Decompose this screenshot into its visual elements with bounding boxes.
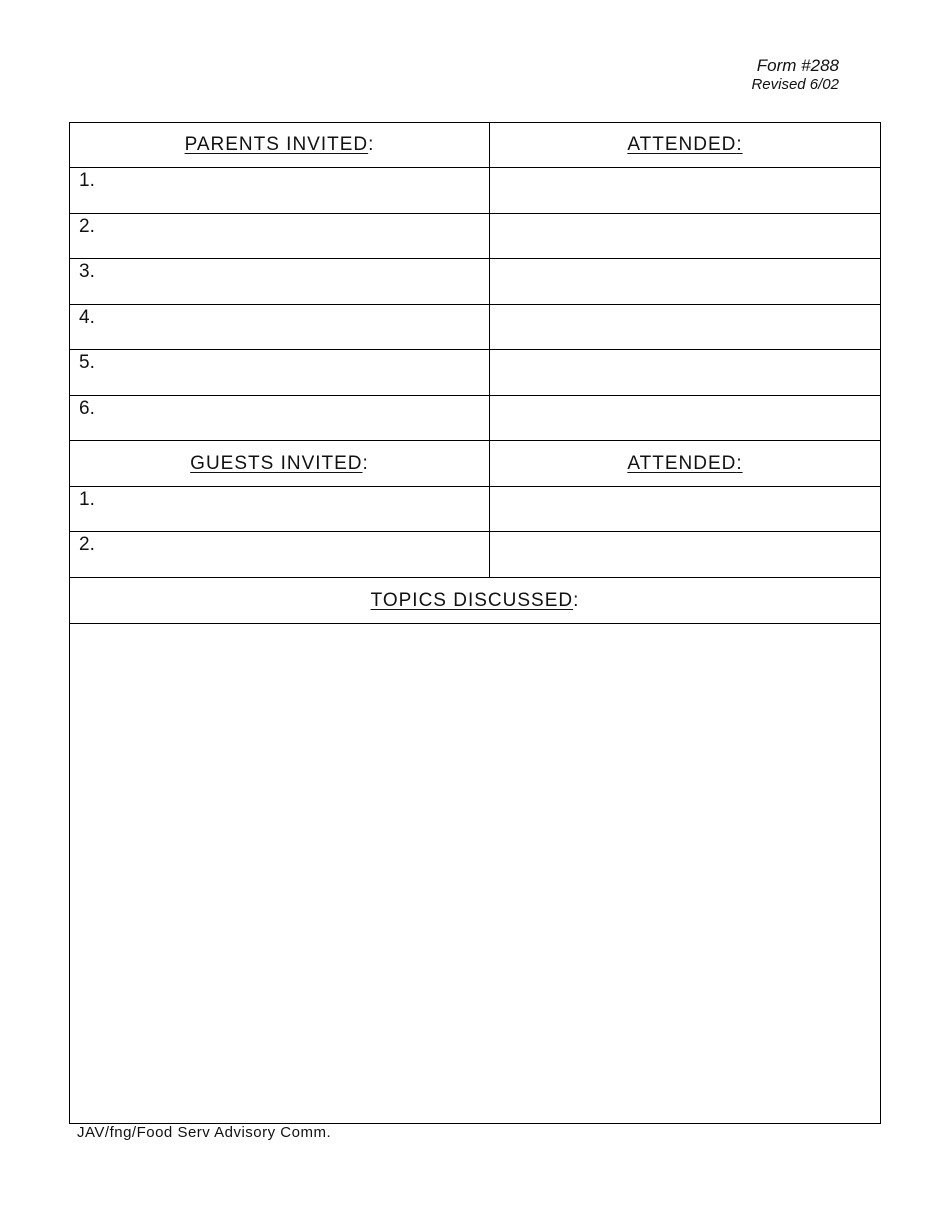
parent-name-field[interactable]: 1. <box>70 168 490 213</box>
guests-invited-header: GUESTS INVITED : <box>70 441 490 486</box>
parents-attended-header: ATTENDED : <box>627 134 743 155</box>
parent-row <box>70 305 880 350</box>
guest-row <box>70 532 880 578</box>
parent-name-field[interactable]: 4. <box>70 305 490 349</box>
parent-row <box>70 396 880 441</box>
parents-header-row <box>70 123 880 168</box>
parent-attended-field[interactable] <box>490 168 880 213</box>
guest-row <box>70 487 880 532</box>
parent-name-field[interactable]: 2. <box>70 214 490 258</box>
parent-row <box>70 350 880 396</box>
parents-invited-header: PARENTS INVITED : <box>70 123 490 167</box>
parent-row <box>70 214 880 259</box>
topics-discussed-area[interactable] <box>70 624 880 1123</box>
footer-reference: JAV/fng/Food Serv Advisory Comm. <box>77 1124 332 1141</box>
parent-name-field[interactable]: 3. <box>70 259 490 304</box>
revision-date: Revised 6/02 <box>751 75 839 93</box>
parent-name-field[interactable]: 5. <box>70 350 490 395</box>
parent-attended-field[interactable] <box>490 259 880 304</box>
guests-attended-header: ATTENDED : <box>627 452 743 474</box>
parent-attended-field[interactable] <box>490 350 880 395</box>
guest-name-field[interactable]: 2. <box>70 532 490 577</box>
parent-name-field[interactable]: 6. <box>70 396 490 440</box>
guests-header-row <box>70 441 880 487</box>
guest-name-field[interactable]: 1. <box>70 487 490 531</box>
parent-row <box>70 259 880 305</box>
parent-row <box>70 168 880 214</box>
topics-header-row <box>70 578 880 624</box>
form-number: Form #288 <box>756 56 839 75</box>
topics-discussed-header: TOPICS DISCUSSED : <box>370 589 580 611</box>
guest-attended-field[interactable] <box>490 532 880 577</box>
attendance-form-table <box>69 122 881 1124</box>
parent-attended-field[interactable] <box>490 214 880 258</box>
form-identifier <box>751 56 839 93</box>
guest-attended-field[interactable] <box>490 487 880 531</box>
parent-attended-field[interactable] <box>490 396 880 440</box>
parent-attended-field[interactable] <box>490 305 880 349</box>
